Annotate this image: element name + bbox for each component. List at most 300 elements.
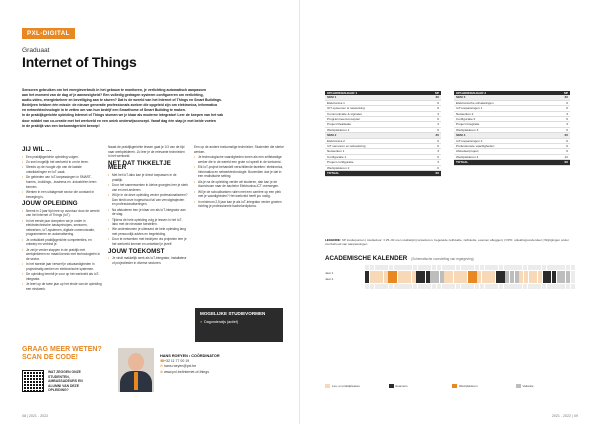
calendar-week-cell bbox=[537, 265, 541, 270]
calendar-week-cell bbox=[421, 277, 425, 282]
course-name: Elektronische schakelingen bbox=[454, 100, 551, 105]
calendar-week-cell bbox=[480, 284, 484, 289]
course-name: Werkplekleren 3 bbox=[454, 127, 551, 132]
course-name: Netwerken 1 bbox=[325, 149, 422, 154]
course-name: Werkplekleren 1 bbox=[325, 127, 422, 132]
calendar-week-cell bbox=[370, 277, 374, 282]
list-item: • Werken in een uitdagende sector die constant in beweging is. bbox=[22, 190, 102, 199]
calendar-week-cell bbox=[365, 284, 369, 289]
course-name: Programmeerconcepten bbox=[325, 117, 422, 122]
calendar-week-cell bbox=[398, 284, 402, 289]
course-credits: 12 bbox=[551, 154, 570, 159]
column-2 bbox=[108, 145, 188, 266]
calendar-week-cell bbox=[458, 271, 462, 276]
calendar-week-cell bbox=[571, 265, 575, 270]
toekomst-list bbox=[108, 256, 188, 265]
list-item: • Als je na de opleiding verder wil studeren, dan kan je de doorstroom naar de bachelor Elektronica-ICT overwegen. bbox=[194, 180, 284, 189]
course-name: Communicatie & signalen bbox=[325, 111, 422, 116]
calendar-week-cell bbox=[442, 284, 446, 289]
calendar-week-cell bbox=[412, 277, 416, 282]
calendar-week-cell bbox=[477, 271, 481, 276]
calendar-week-cell bbox=[496, 277, 500, 282]
course-name: SEM 1 bbox=[325, 95, 422, 100]
calendar-row-label bbox=[325, 265, 365, 270]
calendar-week-cell bbox=[556, 265, 560, 270]
calendar-row-label: Jaar 1 bbox=[325, 271, 334, 276]
course-credits: 6 bbox=[551, 106, 570, 111]
calendar-week-cell bbox=[465, 284, 469, 289]
calendar-week-cell bbox=[552, 271, 556, 276]
calendar-week-cell bbox=[482, 271, 486, 276]
calendar-week-cell bbox=[513, 265, 517, 270]
course-credits: 6 bbox=[422, 100, 441, 105]
course-credits: 3 bbox=[422, 111, 441, 116]
calendar-week-cell bbox=[571, 284, 575, 289]
calendar-week-cell bbox=[515, 271, 519, 276]
calendar-row bbox=[325, 271, 575, 276]
net-list bbox=[108, 173, 188, 247]
calendar-week-cell bbox=[508, 284, 512, 289]
calendar-week-cell bbox=[533, 271, 537, 276]
calendar-week-cell bbox=[435, 271, 439, 276]
intro-line: en netwerktechnologie in te zetten om van hun bedrijf een Smarthome of Smart Building te maken. bbox=[22, 108, 186, 113]
program-kicker: Graduaat bbox=[22, 47, 50, 54]
calendar-legend-item bbox=[452, 384, 512, 388]
course-credits: 3 bbox=[422, 149, 441, 154]
course-name: IoT-toepassingen 1 bbox=[454, 106, 551, 111]
legend-swatch bbox=[516, 384, 521, 388]
calendar-week-cell bbox=[451, 284, 455, 289]
calendar-week-cell bbox=[513, 284, 517, 289]
calendar-week-cell bbox=[542, 284, 546, 289]
calendar-week-cell bbox=[394, 284, 398, 289]
calendar-week-cell bbox=[518, 265, 522, 270]
academic-calendar bbox=[325, 265, 575, 290]
course-name: Configuratie 1 bbox=[325, 154, 422, 159]
calendar-week-cell bbox=[510, 277, 514, 282]
calendar-week-cell bbox=[547, 277, 551, 282]
column-3 bbox=[194, 145, 284, 210]
contact-name: HANS ROEYEN • COÖRDINATOR bbox=[160, 354, 220, 358]
calendar-week-cell bbox=[432, 265, 436, 270]
course-name: IoT sensoren en actuatoring bbox=[325, 144, 422, 149]
calendar-week-cell bbox=[532, 284, 536, 289]
calendar-week-cell bbox=[505, 271, 509, 276]
legend-text bbox=[325, 238, 575, 247]
intro-line: in de praktijk van een toekomstgericht beroep! bbox=[22, 123, 100, 128]
calendar-week-cell bbox=[571, 271, 575, 276]
course-credits: 3 bbox=[551, 122, 570, 127]
calendar-week-cell bbox=[440, 271, 444, 276]
calendar-week-cell bbox=[393, 271, 397, 276]
legend-label: Examens bbox=[395, 384, 408, 388]
calendar-week-cell bbox=[370, 284, 374, 289]
calendar-week-cell bbox=[407, 271, 411, 276]
calendar-week-cell bbox=[456, 265, 460, 270]
table-header-label: OPLEIDINGSJAAR 1 bbox=[325, 91, 422, 95]
legend-swatch bbox=[325, 384, 330, 388]
calendar-row-label: Jaar 2 bbox=[325, 277, 334, 282]
list-item: • Neemt in 2 jaar tijd mee op avontuur door de wereld van het Internet of Things (IoT). bbox=[22, 209, 102, 218]
calendar-week-cell bbox=[482, 277, 486, 282]
intro-line: audio-video, energiebeheer en beveiliging aan te sturen? Dat is de wereld van het Internet of Things en Smart Buildings. bbox=[22, 98, 222, 103]
calendar-week-cell bbox=[494, 284, 498, 289]
calendar-week-cell bbox=[510, 271, 514, 276]
more-info-line: SCAN DE CODE! bbox=[22, 353, 79, 361]
calendar-week-cell bbox=[504, 265, 508, 270]
list-item: • In minimum 2,5 jaar kan je als IoT-integrator verder groeien richting je professionele bachelordiploma. bbox=[194, 200, 284, 209]
course-name: IoT-toepassingen 2 bbox=[454, 138, 551, 143]
photo-tie bbox=[134, 372, 138, 390]
calendar-week-cell bbox=[566, 277, 570, 282]
study-forms-title: MOGELIJKE STUDIEVORMEN bbox=[200, 311, 266, 316]
course-credits: 6 bbox=[422, 117, 441, 122]
calendar-week-cell bbox=[379, 265, 383, 270]
calendar-week-cell bbox=[408, 265, 412, 270]
calendar-week-cell bbox=[402, 277, 406, 282]
course-name: Configuratie 2 bbox=[454, 117, 551, 122]
course-credits: 6 bbox=[422, 165, 441, 170]
calendar-week-cell bbox=[470, 284, 474, 289]
calendar-week-cell bbox=[552, 277, 556, 282]
calendar-week-cell bbox=[458, 277, 462, 282]
course-credits: 6 bbox=[551, 144, 570, 149]
calendar-week-cell bbox=[504, 284, 508, 289]
calendar-week-cell bbox=[523, 265, 527, 270]
calendar-week-cell bbox=[494, 265, 498, 270]
opleiding-list bbox=[22, 209, 102, 292]
calendar-week-cell bbox=[528, 284, 532, 289]
calendar-legend-item bbox=[325, 384, 385, 388]
calendar-week-cell bbox=[422, 284, 426, 289]
contact-phone[interactable]: +32 11 77 00 19 bbox=[164, 359, 190, 364]
list-item: • Je zet je verder stappen in de praktijk met werkplekleren en maakt kennis met technologieën in de sector. bbox=[22, 248, 102, 262]
intro-line: Bedrijven hebben één missie: de nieuwe generatie professionals zoeken die opgeleid zijn om elektronica, informatica bbox=[22, 103, 218, 108]
list-item: • In het eerste jaar dompelen we je onder in elektrotechnische basisprincipes, sensoren, netwerken, IoT-systemen, digitale communicatie, programmeren en automatisering. bbox=[22, 219, 102, 237]
list-item: • De opleiding bereidt je voor op het werkveld als IoT-integrator. bbox=[22, 272, 102, 281]
calendar-subtitle: (Schematische voorstelling van regelgeving) bbox=[411, 257, 474, 261]
calendar-week-cell bbox=[557, 277, 561, 282]
list-item: • Wil je de schoolbanken ruilen met een carrière op een plek met je vaardigheden? Het werkveld heeft jou nodig. bbox=[194, 190, 284, 199]
calendar-week-cell bbox=[384, 271, 388, 276]
calendar-week-cell bbox=[416, 277, 420, 282]
calendar-week-cell bbox=[475, 284, 479, 289]
calendar-week-cell bbox=[375, 265, 379, 270]
list-item: • Steeds op de hoogte zijn van de laatste ontwikkelingen en IoT-vaak. bbox=[22, 165, 102, 174]
calendar-week-cell bbox=[440, 277, 444, 282]
calendar-week-cell bbox=[485, 284, 489, 289]
contact-web[interactable]: www.pxl.be/internet-of-things bbox=[164, 369, 209, 374]
course-credits: 30 bbox=[422, 133, 441, 138]
calendar-week-cell bbox=[430, 271, 434, 276]
calendar-week-cell bbox=[407, 277, 411, 282]
calendar-week-cell bbox=[499, 265, 503, 270]
calendar-week-cell bbox=[426, 271, 430, 276]
calendar-week-cell bbox=[538, 271, 542, 276]
calendar-week-cell bbox=[465, 265, 469, 270]
list-item: • De gebieden van IoT-toepassingen in SMART-homes, -buildings, -business en -industriëen leren kennen. bbox=[22, 175, 102, 189]
calendar-week-cell bbox=[426, 277, 430, 282]
course-credits: 30 bbox=[551, 133, 570, 138]
course-credits: 6 bbox=[422, 138, 441, 143]
calendar-week-cell bbox=[456, 284, 460, 289]
legend-swatch bbox=[389, 384, 394, 388]
table-total-row bbox=[325, 171, 441, 176]
calendar-week-cell bbox=[427, 284, 431, 289]
calendar-week-cell bbox=[529, 277, 533, 282]
list-item: • Je technologische vaardigheden tonen als een zelfstandige werker die in de wereld een grote rol speelt in de toekomst. bbox=[194, 155, 284, 164]
calendar-title-text: ACADEMISCHE KALENDER bbox=[325, 255, 408, 262]
calendar-week-cell bbox=[523, 284, 527, 289]
calendar-cells bbox=[365, 265, 575, 270]
heading-jij-wil: JIJ WIL ... bbox=[22, 146, 52, 153]
calendar-row bbox=[325, 284, 575, 289]
calendar-week-cell bbox=[524, 277, 528, 282]
calendar-week-cell bbox=[379, 271, 383, 276]
study-forms-box bbox=[195, 308, 283, 342]
calendar-legend-item bbox=[389, 384, 449, 388]
more-info-line: GRAAG MEER WETEN? bbox=[22, 346, 102, 353]
calendar-week-cell bbox=[449, 271, 453, 276]
course-credits: 60 bbox=[551, 160, 570, 165]
study-forms-item: ● Dagonderwijs (actief) bbox=[200, 320, 278, 325]
course-name: SEM 2 bbox=[325, 133, 422, 138]
table-total-row bbox=[454, 160, 570, 165]
legend-label: LEGENDE: bbox=[325, 238, 341, 242]
course-credits: 6 bbox=[422, 144, 441, 149]
course-credits: 60 bbox=[422, 171, 441, 176]
calendar-week-cell bbox=[389, 284, 393, 289]
calendar-week-cell bbox=[437, 284, 441, 289]
heading-jouw-opleiding: JOUW OPLEIDING bbox=[22, 200, 78, 208]
calendar-week-cell bbox=[442, 265, 446, 270]
course-credits: 3 bbox=[422, 122, 441, 127]
calendar-week-cell bbox=[430, 277, 434, 282]
calendar-title bbox=[325, 255, 474, 262]
calendar-legend-item bbox=[516, 384, 576, 388]
course-name: TOTAAL bbox=[325, 171, 422, 176]
course-credits: 6 bbox=[551, 127, 570, 132]
calendar-week-cell bbox=[374, 277, 378, 282]
list-item: • We ondersteunen je uiteraard de hele opleiding lang met persoonlijk advies en begeleiding. bbox=[108, 227, 188, 236]
calendar-week-cell bbox=[384, 265, 388, 270]
calendar-week-cell bbox=[472, 271, 476, 276]
intro-line: door middel van co-creatie met het werkveld en een uniek onderwijsconcept. Vanaf dag één stap je met beide voeten bbox=[22, 118, 216, 123]
intro-line: Sensoren gebruiken om het energieverbruik in het gebouw te monitoren, je verlichting automatisch aanpassen bbox=[22, 88, 207, 92]
calendar-cells bbox=[365, 284, 575, 289]
calendar-week-cell bbox=[566, 271, 570, 276]
calendar-week-cell bbox=[388, 277, 392, 282]
study-program-year-2 bbox=[454, 91, 570, 166]
calendar-week-cell bbox=[543, 271, 547, 276]
calendar-week-cell bbox=[449, 277, 453, 282]
calendar-week-cell bbox=[375, 284, 379, 289]
course-credits: 3 bbox=[422, 160, 441, 165]
legend-body: SP studiepunten | studieduur: ± 25–30 uren studietijd (contacturen, begeleide zelfstudie, zelfstudie, examen afleggen) | OPO: opleidingsonderdeel | Wijzigingen onder voorbehoud van aanpassingen bbox=[325, 238, 569, 247]
qr-code-icon[interactable] bbox=[22, 370, 44, 392]
contact-info bbox=[160, 354, 220, 375]
list-item: • Elk IoT-project behandelt verschillende facetten: elektronica, informatica en netwerktechnologie. Bovendien doe je dat in een realistische setting. bbox=[194, 165, 284, 179]
calendar-week-cell bbox=[398, 265, 402, 270]
calendar-week-cell bbox=[537, 284, 541, 289]
course-credits: 6 bbox=[551, 117, 570, 122]
calendar-week-cell bbox=[384, 277, 388, 282]
globe-icon: ⊕ bbox=[160, 369, 163, 374]
calendar-week-cell bbox=[398, 271, 402, 276]
calendar-week-cell bbox=[413, 265, 417, 270]
calendar-week-cell bbox=[454, 271, 458, 276]
calendar-week-cell bbox=[566, 265, 570, 270]
intro-line: aan het moment van de dag of je aanwezigheid? Een volledig gedragen systeem configureren om verlichting, bbox=[22, 93, 204, 98]
legend-swatch bbox=[452, 384, 457, 388]
calendar-week-cell bbox=[533, 277, 537, 282]
course-name: Elektronica 2 bbox=[325, 138, 422, 143]
course-name: Afstudeerproject bbox=[454, 149, 551, 154]
calendar-week-cell bbox=[408, 284, 412, 289]
course-name: Werkplekleren 4 bbox=[454, 154, 551, 159]
calendar-week-cell bbox=[515, 277, 519, 282]
calendar-week-cell bbox=[480, 265, 484, 270]
calendar-week-cell bbox=[491, 277, 495, 282]
calendar-week-cell bbox=[561, 265, 565, 270]
calendar-week-cell bbox=[477, 277, 481, 282]
calendar-week-cell bbox=[547, 284, 551, 289]
calendar-week-cell bbox=[413, 284, 417, 289]
column-1 bbox=[22, 145, 102, 292]
calendar-week-cell bbox=[388, 271, 392, 276]
calendar-week-cell bbox=[547, 265, 551, 270]
calendar-row-label bbox=[325, 284, 365, 289]
calendar-week-cell bbox=[505, 277, 509, 282]
calendar-row bbox=[325, 265, 575, 270]
calendar-week-cell bbox=[463, 271, 467, 276]
calendar-week-cell bbox=[444, 277, 448, 282]
calendar-week-cell bbox=[561, 271, 565, 276]
calendar-week-cell bbox=[418, 265, 422, 270]
course-name: Werkplekleren 2 bbox=[325, 165, 422, 170]
calendar-week-cell bbox=[379, 284, 383, 289]
page-title: Internet of Things bbox=[22, 54, 137, 70]
calendar-week-cell bbox=[454, 277, 458, 282]
calendar-week-cell bbox=[379, 277, 383, 282]
calendar-week-cell bbox=[468, 271, 472, 276]
calendar-week-cell bbox=[370, 265, 374, 270]
coordinator-photo bbox=[118, 348, 154, 392]
calendar-week-cell bbox=[519, 271, 523, 276]
course-name: ICT-systemen & netwerking bbox=[325, 106, 422, 111]
course-credits: 6 bbox=[551, 149, 570, 154]
course-credits: 30 bbox=[551, 95, 570, 100]
course-name: Netwerken 2 bbox=[454, 111, 551, 116]
table-header-label: OPLEIDINGSJAAR 2 bbox=[454, 91, 551, 95]
legend-label: Werkplekleren bbox=[459, 384, 478, 388]
phone-icon: ☎ bbox=[160, 359, 165, 364]
calendar-week-cell bbox=[374, 271, 378, 276]
calendar-week-cell bbox=[470, 265, 474, 270]
list-item: • Tijdens de hele opleiding volg je lessen in het IoT-labo met de nieuwste toestellen. bbox=[108, 218, 188, 227]
calendar-week-cell bbox=[551, 284, 555, 289]
calendar-week-cell bbox=[416, 271, 420, 276]
table-header-value: SP bbox=[551, 91, 570, 95]
calendar-week-cell bbox=[551, 265, 555, 270]
calendar-week-cell bbox=[472, 277, 476, 282]
calendar-week-cell bbox=[394, 265, 398, 270]
calendar-week-cell bbox=[557, 271, 561, 276]
course-credits: 6 bbox=[422, 106, 441, 111]
calendar-week-cell bbox=[384, 284, 388, 289]
intro-text bbox=[22, 88, 294, 129]
calendar-week-cell bbox=[528, 265, 532, 270]
calendar-week-cell bbox=[475, 265, 479, 270]
legend-label: Vakantie bbox=[522, 384, 534, 388]
calendar-week-cell bbox=[486, 277, 490, 282]
course-credits: 6 bbox=[422, 127, 441, 132]
qr-caption: WAT ZEGGEN ONZE STUDENTEN, AMBASSADEURS EN ALUMNI VAN DEZE OPLEIDING? bbox=[48, 370, 83, 393]
list-item: • Zo snel mogelijk het werkveld in om te leren. bbox=[22, 160, 102, 165]
calendar-week-cell bbox=[496, 271, 500, 276]
table-header-value: SP bbox=[422, 91, 441, 95]
calendar-cells bbox=[365, 277, 575, 282]
calendar-week-cell bbox=[543, 277, 547, 282]
course-name: Professionele vaardigheden bbox=[454, 144, 551, 149]
calendar-week-cell bbox=[418, 284, 422, 289]
calendar-week-cell bbox=[437, 265, 441, 270]
col3-paragraph: Een op de andere toekomstige technieker. Studenten die sterke werken. bbox=[194, 145, 284, 154]
list-item: • Na afstuderen ben je klaar om als IoT-integrator aan de slag. bbox=[108, 208, 188, 217]
calendar-week-cell bbox=[451, 265, 455, 270]
calendar-row bbox=[325, 277, 575, 282]
jij-wil-list bbox=[22, 155, 102, 200]
calendar-week-cell bbox=[499, 284, 503, 289]
legend-label: Les- en praktijkweken bbox=[332, 384, 360, 388]
study-program-year-1 bbox=[325, 91, 441, 177]
photo-head bbox=[128, 353, 144, 371]
calendar-week-cell bbox=[370, 271, 374, 276]
calendar-week-cell bbox=[500, 277, 504, 282]
calendar-week-cell bbox=[422, 265, 426, 270]
calendar-week-cell bbox=[561, 277, 565, 282]
heading-jouw-toekomst: JOUW TOEKOMST bbox=[108, 247, 165, 255]
calendar-week-cell bbox=[389, 265, 393, 270]
contact-email[interactable]: hans.roeyen@pxl.be bbox=[164, 364, 197, 369]
calendar-week-cell bbox=[518, 284, 522, 289]
page-number-right: 2021 - 2022 | 09 bbox=[551, 414, 578, 418]
calendar-legend bbox=[325, 384, 575, 388]
calendar-week-cell bbox=[486, 271, 490, 276]
course-credits: 6 bbox=[422, 154, 441, 159]
calendar-week-cell bbox=[365, 265, 369, 270]
calendar-week-cell bbox=[556, 284, 560, 289]
calendar-week-cell bbox=[435, 277, 439, 282]
course-credits: 3 bbox=[551, 111, 570, 116]
calendar-week-cell bbox=[444, 271, 448, 276]
more-info-heading bbox=[22, 346, 102, 361]
calendar-week-cell bbox=[571, 277, 575, 282]
calendar-week-cell bbox=[421, 271, 425, 276]
calendar-week-cell bbox=[403, 265, 407, 270]
page-number-left: 08 | 2021 - 2022 bbox=[22, 414, 49, 418]
calendar-week-cell bbox=[446, 284, 450, 289]
calendar-week-cell bbox=[538, 277, 542, 282]
calendar-week-cell bbox=[547, 271, 551, 276]
intro-line: In de praktijkgerichte opleiding Internet of Things stomen we je klaar als moderne integrator! Leer de knepen van het vak bbox=[22, 113, 224, 118]
calendar-week-cell bbox=[532, 265, 536, 270]
calendar-week-cell bbox=[489, 284, 493, 289]
calendar-week-cell bbox=[461, 265, 465, 270]
calendar-week-cell bbox=[508, 265, 512, 270]
col3-list bbox=[194, 155, 284, 209]
calendar-week-cell bbox=[542, 265, 546, 270]
